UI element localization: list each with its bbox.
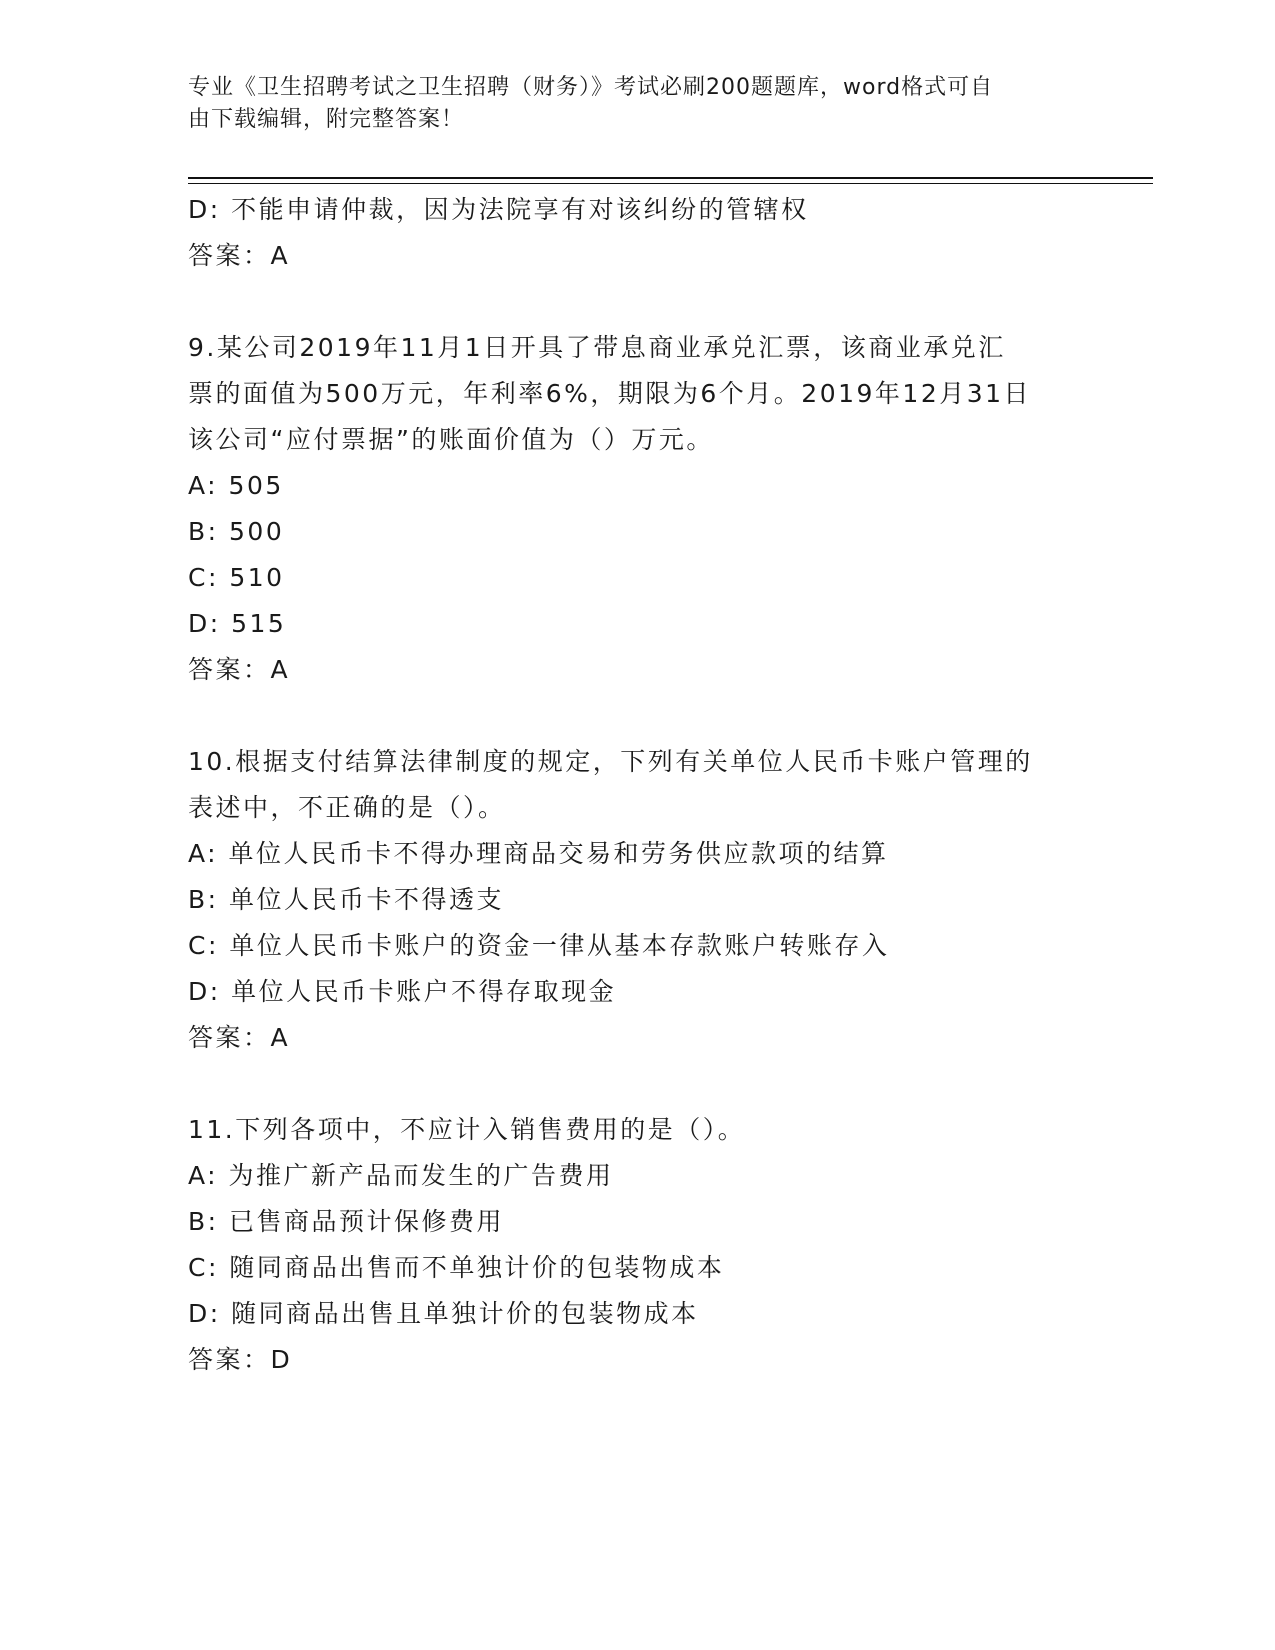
option-b: B: 500 <box>188 517 285 546</box>
option-a: A: 505 <box>188 471 284 500</box>
option-a: A: 为推广新产品而发生的广告费用 <box>188 1161 614 1190</box>
option-c: C: 随同商品出售而不单独计价的包装物成本 <box>188 1253 725 1282</box>
question-stem-line: 该公司“应付票据”的账面价值为（）万元。 <box>188 425 714 454</box>
question-11 <box>188 1107 1088 1383</box>
question-stem-line: 表述中，不正确的是（）。 <box>188 793 506 822</box>
question-content <box>188 187 1088 1383</box>
answer-line: 答案：A <box>188 1023 291 1052</box>
header-divider-thick <box>188 177 1153 179</box>
question-9 <box>188 325 1088 693</box>
document-header <box>188 72 1068 136</box>
spacer <box>188 1061 1088 1107</box>
header-divider-thin <box>188 183 1153 184</box>
option-c: C: 510 <box>188 563 285 592</box>
question-stem-line: 9.某公司2019年11月1日开具了带息商业承兑汇票，该商业承兑汇 <box>188 333 1006 362</box>
prev-question-tail <box>188 187 1088 279</box>
spacer <box>188 693 1088 739</box>
question-stem-line: 11.下列各项中，不应计入销售费用的是（）。 <box>188 1115 746 1144</box>
option-a: A: 单位人民币卡不得办理商品交易和劳务供应款项的结算 <box>188 839 889 868</box>
option-b: B: 已售商品预计保修费用 <box>188 1207 505 1236</box>
answer-line: 答案：A <box>188 655 291 684</box>
header-line-2: 由下载编辑，附完整答案！ <box>188 107 465 132</box>
header-line-1: 专业《卫生招聘考试之卫生招聘（财务）》考试必刷200题题库，word格式可自 <box>188 75 994 100</box>
option-b: B: 单位人民币卡不得透支 <box>188 885 505 914</box>
question-stem-line: 10.根据支付结算法律制度的规定，下列有关单位人民币卡账户管理的 <box>188 747 1033 776</box>
answer-line: 答案：A <box>188 241 291 270</box>
question-10 <box>188 739 1088 1061</box>
option-d: D: 不能申请仲裁，因为法院享有对该纠纷的管辖权 <box>188 195 809 224</box>
spacer <box>188 279 1088 325</box>
question-stem-line: 票的面值为500万元，年利率6%，期限为6个月。2019年12月31日 <box>188 379 1032 408</box>
option-d: D: 单位人民币卡账户不得存取现金 <box>188 977 617 1006</box>
option-d: D: 515 <box>188 609 287 638</box>
answer-line: 答案：D <box>188 1345 293 1374</box>
option-d: D: 随同商品出售且单独计价的包装物成本 <box>188 1299 699 1328</box>
option-c: C: 单位人民币卡账户的资金一律从基本存款账户转账存入 <box>188 931 890 960</box>
